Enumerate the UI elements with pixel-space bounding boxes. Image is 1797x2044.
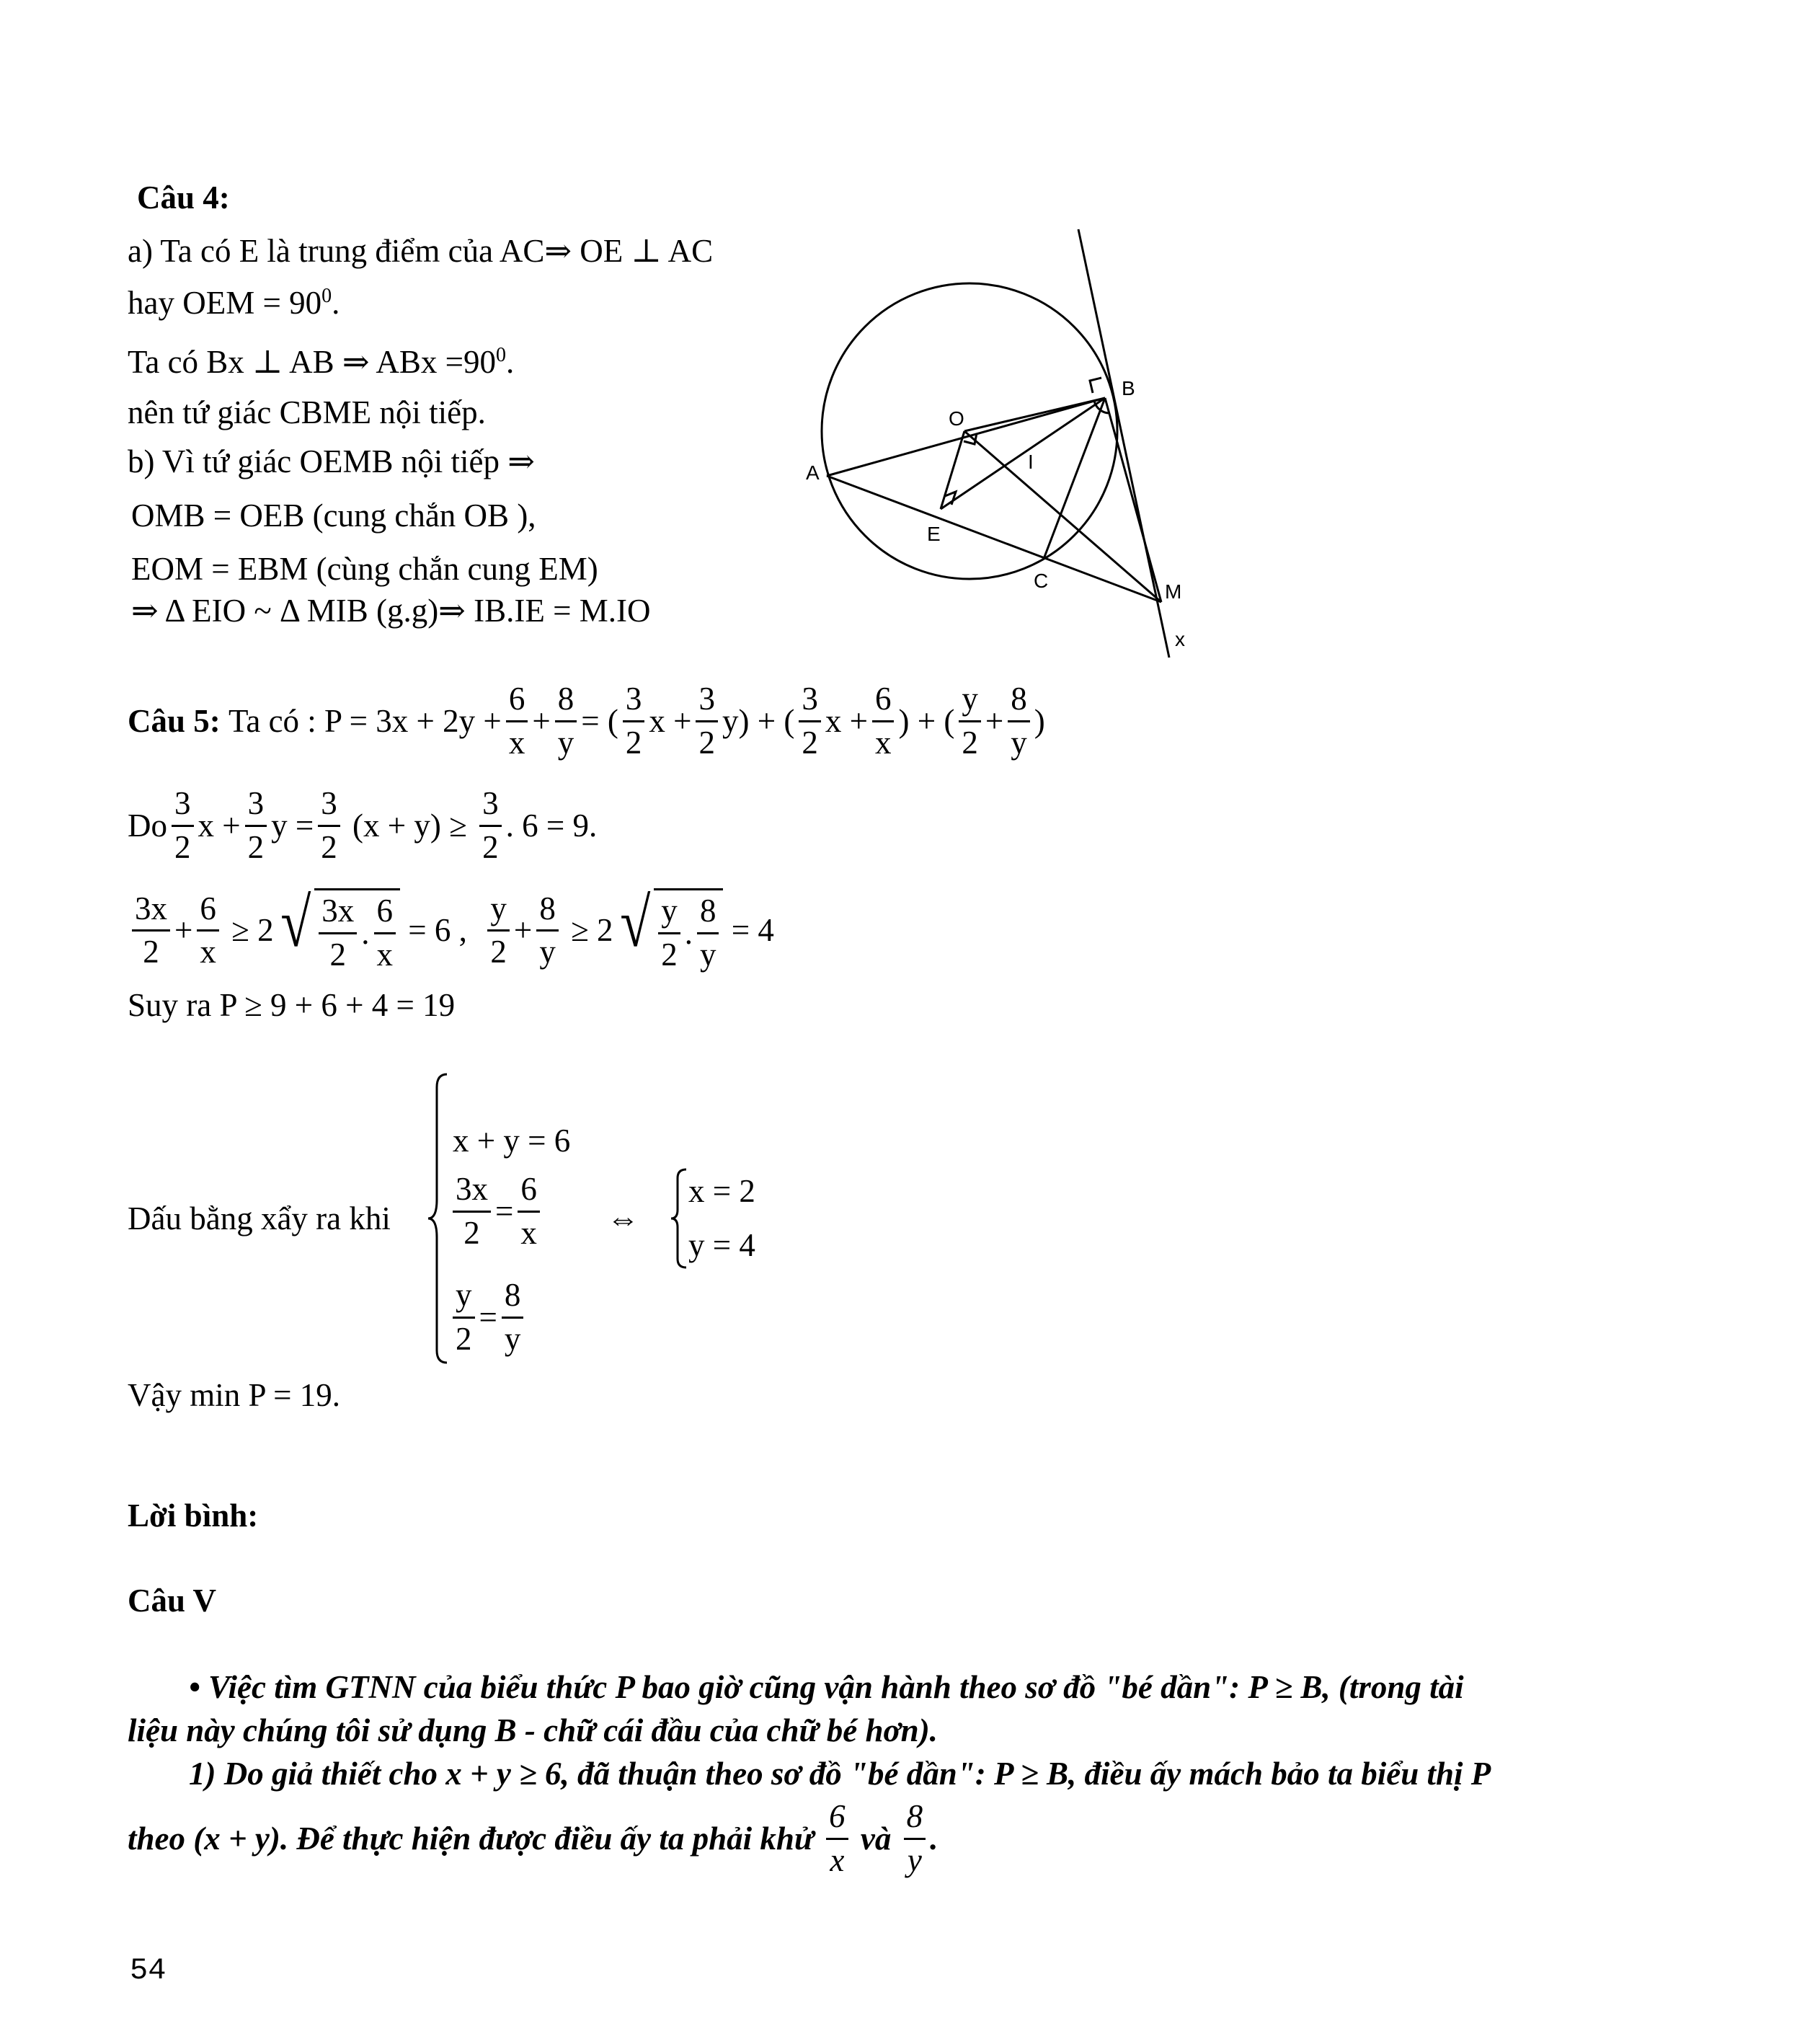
cau4-line-a3: Ta có Bx ⊥ AB ⇒ ABx $=90^0$. — [128, 344, 515, 380]
circle-o — [822, 283, 1117, 579]
cau5-line2: Do $\frac{3}{2}$ x + $\frac{3}{2}$ y = $\frac{3}{2}$ (x + y) ≥ $\frac{3}{2}$ . 6 = 9. — [128, 785, 598, 865]
label-x: x — [1175, 628, 1185, 650]
system-eq2: $\frac{3x}{2}$ = $\frac{6}{x}$ — [448, 1172, 544, 1251]
segment-ob — [964, 398, 1105, 431]
segment-ab — [827, 398, 1105, 476]
label-o: O — [949, 407, 964, 430]
cau4-line-b2: OMB = OEB (cung chắn OB ), — [131, 497, 536, 534]
tangent-line-bx — [1078, 229, 1169, 658]
cau4-line-b3: EOM = EBM (cùng chắn cung EM) — [131, 551, 598, 587]
right-angle-b — [1090, 378, 1101, 393]
equiv-symbol: ⇔ — [607, 1200, 639, 1236]
system-eq1: x + y = 6 — [453, 1123, 571, 1159]
conclusion: Vậy min P = 19. — [128, 1377, 340, 1413]
label-i: I — [1028, 451, 1034, 473]
cau4-title: Câu 4: — [137, 180, 230, 216]
page-number: 54 — [130, 1953, 167, 1988]
result-brace — [669, 1168, 691, 1269]
commentary-p1-line2: liệu này chúng tôi sử dụng B - chữ cái đầu của chữ bé hơn). — [128, 1712, 938, 1748]
cau4-line-b4: ⇒ Δ EIO ~ Δ MIB (g.g)⇒ IB.IE = M.IO — [131, 593, 651, 629]
cau5-line3: $\frac{3x}{2}$ + $\frac{6}{x}$ ≥ 2 √ $\frac{3x}{2}$ . $\frac{6}{x}$ = 6 , $\frac{y}{2}$ + $\frac{8}{y}$ ≥ 2 √ $\frac{y}{2}$ . $\frac{8}{y}$ = 4 — [128, 888, 774, 973]
cau5-line4: Suy ra P ≥ 9 + 6 + 4 = 19 — [128, 987, 456, 1023]
result-x: x = 2 — [688, 1173, 755, 1209]
commentary-p2-line2: theo (x + y). Để thực hiện được điều ấy ta phải khử $\frac{6}{x}$ và $\frac{8}{y}$ . — [128, 1798, 939, 1878]
commentary-p2-line1: 1) Do giả thiết cho x + y ≥ 6, đã thuận theo sơ đồ "bé dần": P ≥ B, điều ấy mách bảo ta biểu thị P — [189, 1756, 1491, 1792]
segment-am — [827, 476, 1161, 602]
cau-v-title: Câu V — [128, 1583, 216, 1619]
commentary-p1-line1: • Việc tìm GTNN của biểu thức P bao giờ cũng vận hành theo sơ đồ "bé dần": P ≥ B, (trong tài — [189, 1669, 1464, 1705]
system-eq3: $\frac{y}{2}$ = $\frac{8}{y}$ — [448, 1278, 528, 1357]
geometry-figure — [778, 216, 1240, 678]
label-b: B — [1122, 377, 1135, 399]
cau5-line1: Câu 5: Ta có : P = 3x + 2y + $\frac{6}{x}$ + $\frac{8}{y}$ = ( $\frac{3}{2}$ x + $\frac{3}{2}$ y) + ( $\frac{3}{2}$ x + $\frac{6}{x}$ ) + ( $\frac{y}{2}$ + $\frac{8}{y}$ ) — [128, 681, 1045, 761]
cau4-line-a1: a) Ta có E là trung điểm của AC⇒ OE ⊥ AC — [128, 233, 714, 269]
segment-eb — [941, 398, 1105, 509]
dau-bang-label: Dấu bằng xẩy ra khi — [128, 1200, 391, 1236]
label-c: C — [1034, 570, 1049, 592]
result-y: y = 4 — [688, 1227, 755, 1263]
label-a: A — [806, 461, 820, 484]
cau4-line-b1: b) Vì tứ giác OEMB nội tiếp ⇒ — [128, 443, 535, 479]
segment-bm — [1105, 398, 1161, 602]
cau4-line-a2: hay OEM = $90^0$. — [128, 285, 340, 321]
cau4-line-a4: nên tứ giác CBME nội tiếp. — [128, 394, 486, 430]
label-m: M — [1165, 580, 1182, 603]
loi-binh-title: Lời bình: — [128, 1497, 259, 1534]
label-e: E — [927, 523, 941, 545]
